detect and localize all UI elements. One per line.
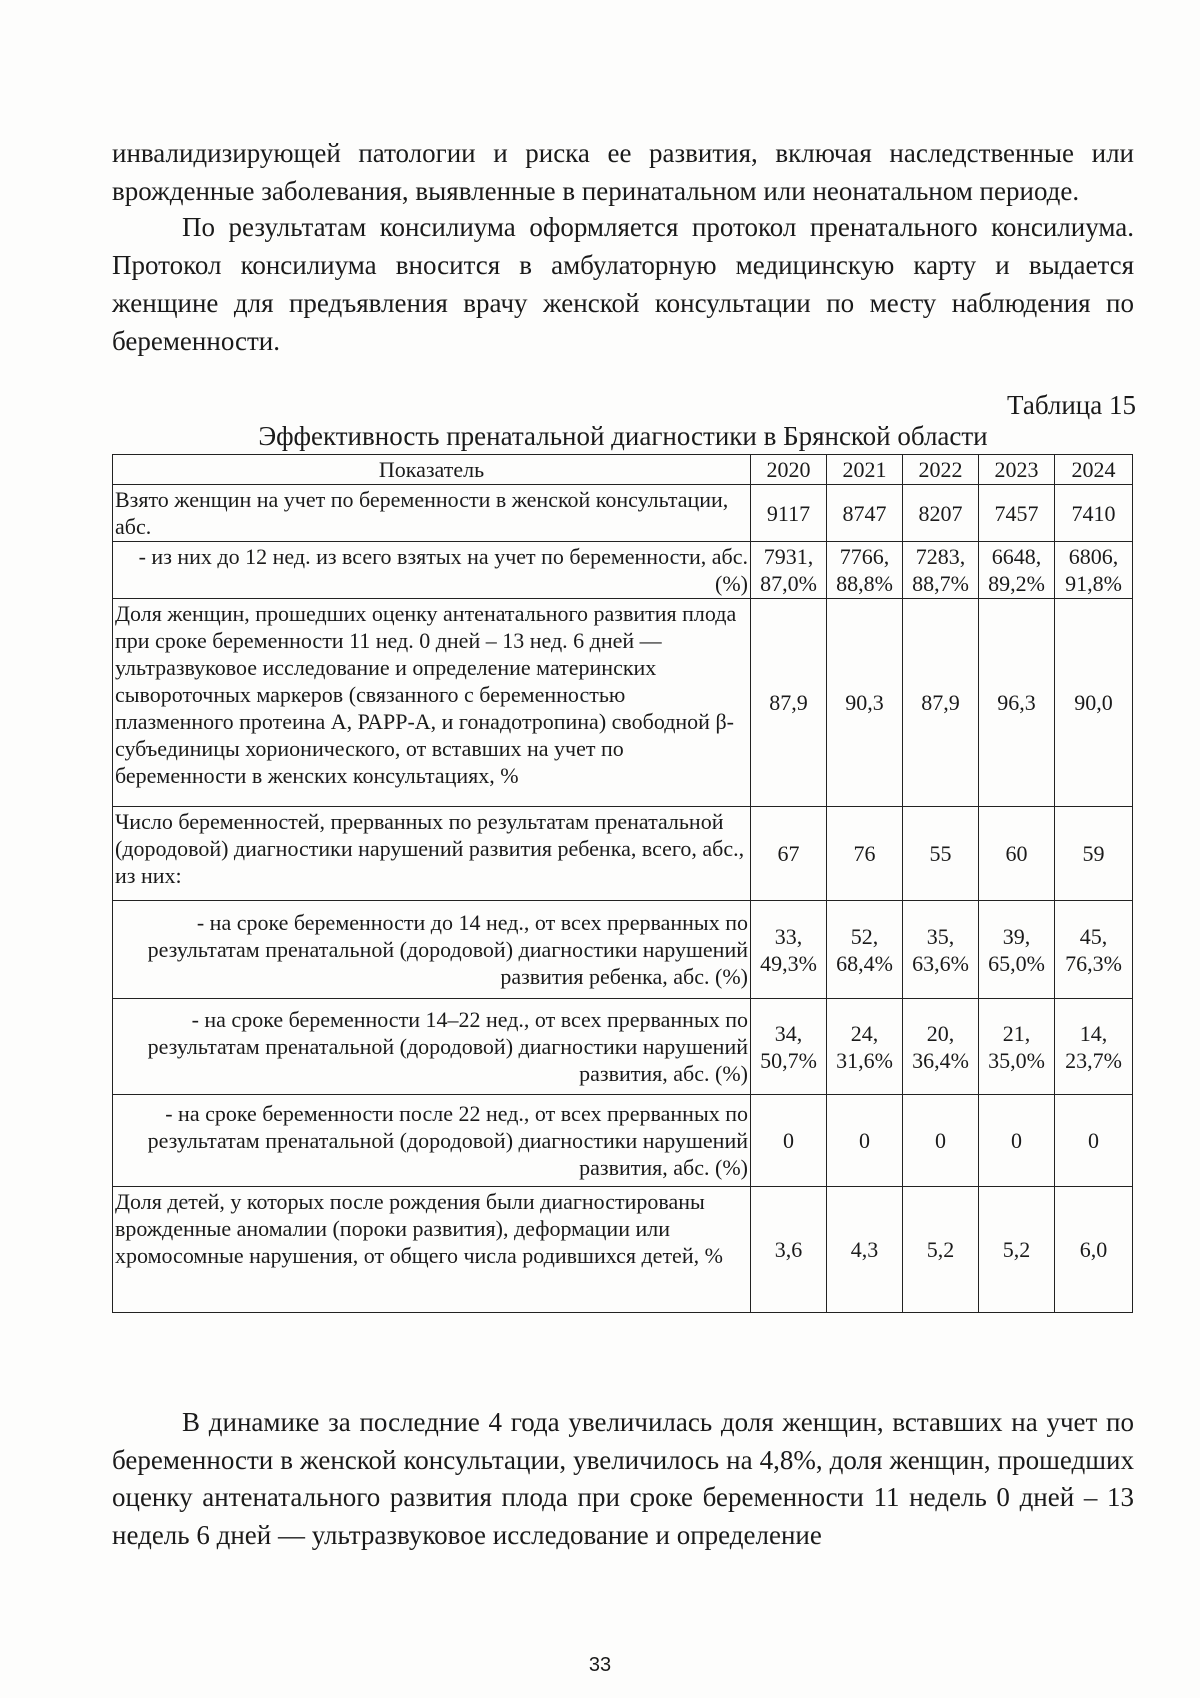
header-year: 2024 [1055,455,1133,485]
cell-value: 7283, 88,7% [903,542,979,599]
cell-value: 87,9 [751,599,827,807]
table-row [113,807,1133,901]
header-year: 2023 [979,455,1055,485]
cell-value: 33, 49,3% [751,901,827,999]
row-label: - из них до 12 нед. из всего взятых на учет по беременности, абс. (%) [113,542,751,599]
paragraph-intro: инвалидизирующей патологии и риска ее развития, включая наследственные или врожденные заболевания, выявленные в перинатальном или неонатальном периоде. [112,138,1134,206]
cell-value: 3,6 [751,1187,827,1313]
row-label: Взято женщин на учет по беременности в женской консультации, абс. [113,485,751,542]
paragraph-dynamics: В динамике за последние 4 года увеличилась доля женщин, вставших на учет по беременности в женской консультации, увеличилось на 4,8%, доля женщин, прошедших оценку антенатального развития плода при сроке беременности 11 недель 0 дней – 13 недель 6 дней — ультразвуковое исследование и определение [112,1407,1134,1550]
cell-value: 6648, 89,2% [979,542,1055,599]
cell-value: 21, 35,0% [979,999,1055,1095]
cell-value: 6806, 91,8% [1055,542,1133,599]
cell-value: 60 [979,807,1055,901]
cell-value: 8747 [827,485,903,542]
cell-value: 0 [751,1095,827,1187]
cell-value: 96,3 [979,599,1055,807]
cell-value: 76 [827,807,903,901]
cell-value: 20, 36,4% [903,999,979,1095]
cell-value: 39, 65,0% [979,901,1055,999]
table-row [113,1095,1133,1187]
table-row [113,901,1133,999]
row-label: - на сроке беременности до 14 нед., от всех прерванных по результатам пренатальной (дородовой) диагностики нарушений развития ребенка, абс. (%) [113,901,751,999]
cell-value: 87,9 [903,599,979,807]
cell-value: 55 [903,807,979,901]
cell-value: 0 [979,1095,1055,1187]
header-indicator: Показатель [113,455,751,485]
cell-value: 8207 [903,485,979,542]
row-label: - на сроке беременности 14–22 нед., от всех прерванных по результатам пренатальной (дородовой) диагностики нарушений развития, абс. (%) [113,999,751,1095]
table-row [113,485,1133,542]
cell-value: 52, 68,4% [827,901,903,999]
row-label: Число беременностей, прерванных по результатам пренатальной (дородовой) диагностики нарушений развития ребенка, всего, абс., из них: [113,807,751,901]
paragraph-protocol: По результатам консилиума оформляется протокол пренатального консилиума. Протокол консилиума вносится в амбулаторную медицинскую карту и выдается женщине для предъявления врачу женской консультации по месту наблюдения по беременности. [112,212,1134,356]
table-header-row [113,455,1133,485]
page-number: 33 [588,1654,612,1676]
cell-value: 0 [903,1095,979,1187]
cell-value: 90,3 [827,599,903,807]
cell-value: 6,0 [1055,1187,1133,1313]
cell-value: 45, 76,3% [1055,901,1133,999]
cell-value: 14, 23,7% [1055,999,1133,1095]
cell-value: 7457 [979,485,1055,542]
cell-value: 5,2 [903,1187,979,1313]
cell-value: 7931, 87,0% [751,542,827,599]
cell-value: 67 [751,807,827,901]
table-row [113,999,1133,1095]
header-year: 2021 [827,455,903,485]
row-label: Доля женщин, прошедших оценку антенатального развития плода при сроке беременности 11 нед. 0 дней – 13 нед. 6 дней — ультразвуковое исследование и определение материнских сывороточных маркеров (связанного с беременностью плазменного протеина А, РАРР-А, и гонадотропина) свободной β-субъединицы хорионического, от вставших на учет по беременности в женских консультациях, % [113,599,751,807]
cell-value: 7410 [1055,485,1133,542]
cell-value: 0 [827,1095,903,1187]
header-year: 2020 [751,455,827,485]
cell-value: 34, 50,7% [751,999,827,1095]
table-row [113,542,1133,599]
table-title: Эффективность пренатальной диагностики в Брянской области [258,421,988,451]
table-row [113,1187,1133,1313]
cell-value: 4,3 [827,1187,903,1313]
prenatal-diagnostics-table [112,454,1133,1313]
row-label: Доля детей, у которых после рождения были диагностированы врожденные аномалии (пороки развития), деформации или хромосомные нарушения, от общего числа родившихся детей, % [113,1187,751,1313]
cell-value: 5,2 [979,1187,1055,1313]
row-label: - на сроке беременности после 22 нед., от всех прерванных по результатам пренатальной (дородовой) диагностики нарушений развития, абс. (%) [113,1095,751,1187]
cell-value: 24, 31,6% [827,999,903,1095]
table-label: Таблица 15 [1007,390,1136,420]
cell-value: 59 [1055,807,1133,901]
cell-value: 7766, 88,8% [827,542,903,599]
cell-value: 90,0 [1055,599,1133,807]
cell-value: 35, 63,6% [903,901,979,999]
header-year: 2022 [903,455,979,485]
cell-value: 0 [1055,1095,1133,1187]
table-row [113,599,1133,807]
cell-value: 9117 [751,485,827,542]
